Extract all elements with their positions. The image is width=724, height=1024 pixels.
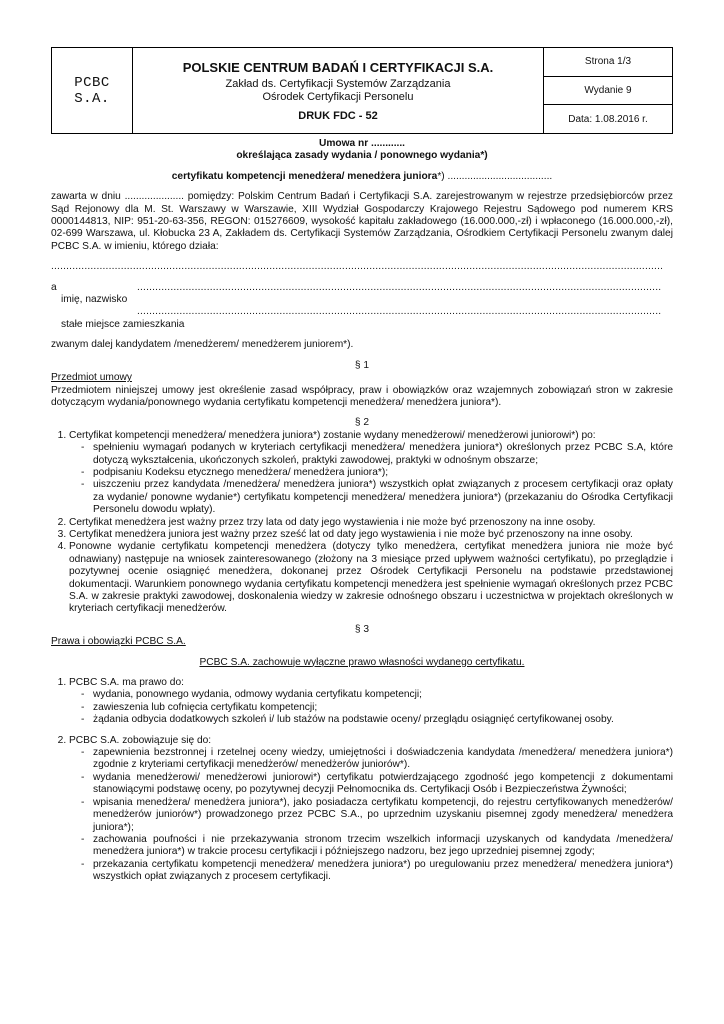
section-2-number: § 2 xyxy=(354,417,370,429)
list-item: 4. Ponowne wydanie certyfikatu kompetencji menedżera (dotyczy tylko menedżera, certyfikat menedżera juniora nie może być odnawiany) następuje na wniosek zainteresowanego (złożony na 3 miesiące przed upływem ważności certyfikatu), po przeglądzie i pozytywnej ocenie osiągnięć menedżera, dokonanej przez Ośrodek Certyfikacji Personelu na podstawie przedstawionej dokumentacji. Warunkiem ponownego wydania certyfikatu kompetencji menedżera jest spełnienie wymagań określonych przez PCBC S.A. w zakresie praktyki zawodowej, doskonalenia wiedzy w zakresie odnośnego obszaru i uczestnictwa w projektach określonych w kryteriach certyfikacji menedżerów. xyxy=(69,541,673,615)
list-item: - uiszczeniu przez kandydata /menedżera/ menedżera juniora*) wszystkich opłat związanych z procesem certyfikacji oraz opłaty za wydanie/ ponowne wydanie*) certyfikatu kompetencji menedżera/ menedżera juniora*) (przekazaniu do Ośrodka Certyfikacji Personelu dowodu wpłaty). xyxy=(81,479,673,516)
address-label: stałe miejsce zamieszkania xyxy=(61,318,185,330)
department-line-2: Ośrodek Certyfikacji Personelu xyxy=(262,90,414,103)
header-center xyxy=(133,48,544,134)
contract-title: Umowa nr ............ xyxy=(318,138,406,149)
list-item: 1. Certyfikat kompetencji menedżera/ menedżera juniora*) zostanie wydany menedżerowi/ menedżerowi juniorowi*) po: - spełnieniu wymagań podanych w kryteriach certyfikacji menedżera/ menedżera juniora*) określonych przez PCBC S.A, które dotyczą wykształcenia, ukończonych szkoleń, praktyki zawodowej, praktyki w odnośnym obszarze; - podpisaniu Kodeksu etycznego menedżera/ menedżera juniora*); - uiszczeniu przez kandydata /menedżera/ menedżera juniora*) wszystkich opłat związanych z procesem certyfikacji oraz opłaty za wydanie/ ponowne wydanie*) certyfikatu kompetencji menedżera/ menedżera juniora*) (przekazaniu do Ośrodka Certyfikacji Personelu dowodu wpłaty). xyxy=(69,430,673,517)
certificate-line xyxy=(51,171,673,183)
a-label: a xyxy=(51,281,57,293)
section-3-title: Prawa i obowiązki PCBC S.A. xyxy=(51,636,186,648)
candidate-definition: zwanym dalej kandydatem /menedżerem/ menedżerem juniorem*). xyxy=(51,339,354,351)
certificate-type: certyfikatu kompetencji menedżera/ menedżera juniora xyxy=(171,170,438,182)
list-item: - przekazania certyfikatu kompetencji menedżera/ menedżera juniora*) po uregulowaniu przez menedżera/ menedżera juniora*) wszystkich opłat związanych z procesem certyfikacji. xyxy=(81,859,673,884)
contract-subtitle: określająca zasady wydania / ponownego wydania*) xyxy=(236,150,488,162)
candidate-name-row xyxy=(51,282,673,294)
section-1-title: Przedmiot umowy xyxy=(51,372,132,384)
section-1-number: § 1 xyxy=(354,359,370,371)
list-item: 2. PCBC S.A. zobowiązuje się do: - zapewnienia bezstronnej i rzetelnej oceny wiedzy, umiejętności i doświadczenia kandydata /menedżera/ menedżera juniora*) zgodnie z kryteriami certyfikacji menedżerów/ menedżerów juniorów*). - wydania menedżerowi/ menedżerowi juniorowi*) certyfikatu potwierdzającego zgodność jego kompetencji z dokumentami stanowiącymi podstawę oceny, po pozytywnej decyzji Pełnomocnika ds. Certyfikacji Osób i Bezpieczeństwa Żywności; - wpisania menedżera/ menedżera juniora*), jako posiadacza certyfikatu kompetencji, do rejestru certyfikowanych menedżerów/ menedżerów juniorów*) prowadzonego przez PCBC S.A., po uprzednim uzyskaniu pisemnej zgody menedżera/ menedżera juniora*); - zachowania poufności i nie przekazywania stronom trzecim wszelkich informacji uzyskanych od kandydata /menedżera/ menedżera juniora*) w trakcie procesu certyfikacji i późniejszego nadzoru, bez jego uprzedniej pisemnej zgody; - przekazania certyfikatu kompetencji menedżera/ menedżera juniora*) po uregulowaniu przez menedżera/ menedżera juniora*) wszystkich opłat związanych z procesem certyfikacji. xyxy=(69,735,673,884)
company-logo: PCBC S.A. xyxy=(52,48,133,134)
document-header xyxy=(51,47,673,134)
list-item: - wpisania menedżera/ menedżera juniora*), jako posiadacza certyfikatu kompetencji, do rejestru certyfikowanych menedżerów/ menedżerów juniorów*) prowadzonego przez PCBC S.A., po uprzednim uzyskaniu pisemnej zgody menedżera/ menedżera juniora*); xyxy=(81,797,673,834)
list-item: - zawieszenia lub cofnięcia certyfikatu kompetencji; xyxy=(81,702,673,714)
section-3-list xyxy=(51,677,673,884)
organization-name: POLSKIE CENTRUM BADAŃ I CERTYFIKACJI S.A. xyxy=(182,59,494,75)
list-item: 3. Certyfikat menedżera juniora jest ważny przez sześć lat od daty jego wystawienia i nie może być przenoszony na inne osoby. xyxy=(69,529,673,541)
edition-number: Wydanie 9 xyxy=(544,76,673,105)
list-item: 2. Certyfikat menedżera jest ważny przez trzy lata od daty jego wystawienia i nie może być przenoszony na inne osoby. xyxy=(69,517,673,529)
section-2-list xyxy=(51,430,673,616)
list-item: - wydania, ponownego wydania, odmowy wydania certyfikatu kompetencji; xyxy=(81,689,673,701)
list-item: - żądania odbycia dodatkowych szkoleń i/ lub stażów na podstawie oceny/ przeglądu osiągnięć certyfikowanej osoby. xyxy=(81,714,673,726)
list-item: - zachowania poufności i nie przekazywania stronom trzecim wszelkich informacji uzyskanych od kandydata /menedżera/ menedżera juniora*) w trakcie procesu certyfikacji i późniejszego nadzoru, bez jego uprzedniej pisemnej zgody; xyxy=(81,834,673,859)
name-label: imię, nazwisko xyxy=(61,294,128,306)
list-item: - zapewnienia bezstronnej i rzetelnej oceny wiedzy, umiejętności i doświadczenia kandydata /menedżera/ menedżera juniora*) zgodnie z kryteriami certyfikacji menedżerów/ menedżerów juniorów*). xyxy=(81,747,673,772)
intro-paragraph: zawarta w dniu ..................... pomiędzy: Polskim Centrum Badań i Certyfikacji S.A. zarejestrowanym w rejestrze przedsiębiorców przez Sąd Rejonowy dla M. St. Warszawy w Warszawie, XIII Wydział Gospodarczy Krajowego Rejestru Sądowego pod numerem KRS 0000144813, NIP: 951-20-63-356, REGON: 015276609, wysokość kapitału zakładowego (16.000.000,-zł) i wpłaconego (16.000.000,-zł), 02-699 Warszawa, ul. Kłobucka 23 A, Zakładem ds. Certyfikacji Systemów Zarządzania, Ośrodkiem Certyfikacji Personelu zwanym dalej PCBC S.A. w imieniu, którego działa: xyxy=(51,191,673,252)
form-number: DRUK FDC - 52 xyxy=(298,109,378,122)
department-line-1: Zakład ds. Certyfikacji Systemów Zarządzania xyxy=(225,77,451,90)
list-item: - podpisaniu Kodeksu etycznego menedżera/ menedżera juniora*); xyxy=(81,467,673,479)
representative-field: .......................................................................................................................................................................................................... xyxy=(51,261,664,273)
certificate-blank: *) ..................................... xyxy=(437,170,553,182)
list-item: 1. PCBC S.A. ma prawo do: - wydania, ponownego wydania, odmowy wydania certyfikatu kompetencji; - zawieszenia lub cofnięcia certyfikatu kompetencji; - żądania odbycia dodatkowych szkoleń i/ lub stażów na podstawie oceny/ przeglądu osiągnięć certyfikowanej osoby. xyxy=(69,677,673,735)
candidate-name-field: ............................................................................................................................................................................. xyxy=(137,281,662,293)
issue-date: Data: 1.08.2016 r. xyxy=(544,105,673,134)
page-number: Strona 1/3 xyxy=(544,48,673,77)
candidate-address-field: ............................................................................................................................................................................. xyxy=(137,306,662,318)
section-3-number: § 3 xyxy=(354,623,370,635)
list-item: - spełnieniu wymagań podanych w kryteriach certyfikacji menedżera/ menedżera juniora*) określonych przez PCBC S.A, które dotyczą wykształcenia, ukończonych szkoleń, praktyki zawodowej, praktyki w odnośnym obszarze; xyxy=(81,442,673,467)
list-item: - wydania menedżerowi/ menedżerowi juniorowi*) certyfikatu potwierdzającego zgodność jego kompetencji z dokumentami stanowiącymi podstawę oceny, po pozytywnej decyzji Pełnomocnika ds. Certyfikacji Osób i Bezpieczeństwa Żywności; xyxy=(81,772,673,797)
document-body xyxy=(51,138,673,884)
section-1-text: Przedmiotem niniejszej umowy jest określenie zasad współpracy, praw i obowiązków oraz wzajemnych zobowiązań stron w zakresie dotyczącym wydania/ponownego wydania certyfikatu kompetencji menedżera/ menedżera juniora*). xyxy=(51,384,673,408)
address-row xyxy=(51,306,673,318)
ownership-note: PCBC S.A. zachowuje wyłączne prawo własności wydanego certyfikatu. xyxy=(199,656,525,668)
